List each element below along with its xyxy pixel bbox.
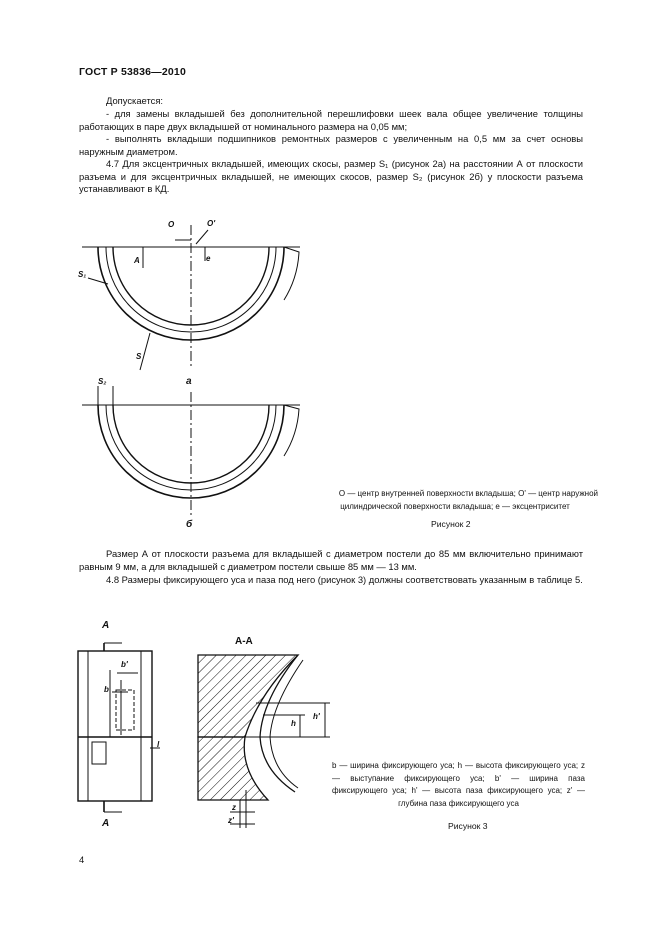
- fig2-caption: Рисунок 2: [431, 519, 471, 529]
- allowed-title: Допускается:: [106, 95, 163, 106]
- fig3-slot: [116, 690, 134, 730]
- fig3-lug: [92, 742, 106, 764]
- fig2-label-a: A: [134, 256, 140, 265]
- fig3-label-section: А-А: [235, 636, 253, 647]
- bullet-2: - выполнять вкладыши подшипников ремонтных размеров с увеличенным на 0,5 мм за счет основы наружным диаметром.: [79, 133, 583, 157]
- fig3-label-a-top: A: [102, 620, 110, 631]
- fig2-legend-line1: O — центр внутренней поверхности вкладыша; O' — центр наружной: [338, 489, 598, 498]
- fig2-label-s2: S₂: [98, 377, 107, 386]
- fig2-sublabel-b: б: [186, 519, 193, 530]
- fig2-sublabel-a: а: [186, 376, 192, 387]
- fig3-label-b: b: [104, 685, 109, 694]
- fig3-label-a-bottom: A: [102, 818, 110, 829]
- fig3-caption: Рисунок 3: [448, 821, 488, 831]
- fig2-label-s1: S₁: [78, 270, 87, 279]
- document-header: ГОСТ Р 53836—2010: [79, 66, 187, 78]
- fig2-label-e: e: [206, 254, 211, 263]
- bullet-1: - для замены вкладышей без дополнительной перешлифовки шеек вала общее увеличение толщины работающих в паре двух вкладышей от номинального размера на 0,05 мм;: [79, 108, 583, 132]
- fig3-label-h-prime: h': [313, 712, 320, 721]
- fig2-label-o: O: [168, 220, 175, 229]
- fig3-section-lower: [198, 737, 268, 800]
- fig3-label-z-prime: z': [228, 816, 234, 825]
- fig3-legend: b — ширина фиксирующего уса; h — высота фиксирующего уса; z — выступание фиксирующего уса; b' — ширина паза фиксирующего уса; h' — высота паза фиксирующего уса; z' — глубина паза фиксирующего уса: [332, 761, 585, 808]
- fig3-label-z: z: [232, 803, 236, 812]
- page-number: 4: [79, 854, 85, 865]
- paragraph-4-7: 4.7 Для эксцентричных вкладышей, имеющих скосы, размер S₁ (рисунок 2а) на расстоянии А от плоскости разъема и для эксцентричных вкладышей, не имеющих скосов, размер S₂ (рисунок 2б) у плоскости разъема устанавливают в КД.: [79, 158, 583, 195]
- fig2-label-s: S: [136, 352, 142, 361]
- fig3-section-upper: [198, 655, 298, 737]
- paragraph-size-a: Размер А от плоскости разъема для вкладышей с диаметром постели до 85 мм включительно принимают равным 9 мм, а для вкладышей с диаметром постели свыше 85 мм — 13 мм.: [79, 548, 583, 572]
- fig3-label-l: l: [157, 740, 160, 749]
- fig3-label-b-prime: b': [121, 660, 128, 669]
- fig2-label-o-prime: O': [207, 219, 216, 228]
- fig2-legend-line2: цилиндрической поверхности вкладыша; e — эксцентриситет: [340, 502, 570, 511]
- paragraph-4-8: 4.8 Размеры фиксирующего уса и паза под него (рисунок 3) должны соответствовать указанным в таблице 5.: [106, 574, 583, 585]
- fig3-label-h: h: [291, 719, 296, 728]
